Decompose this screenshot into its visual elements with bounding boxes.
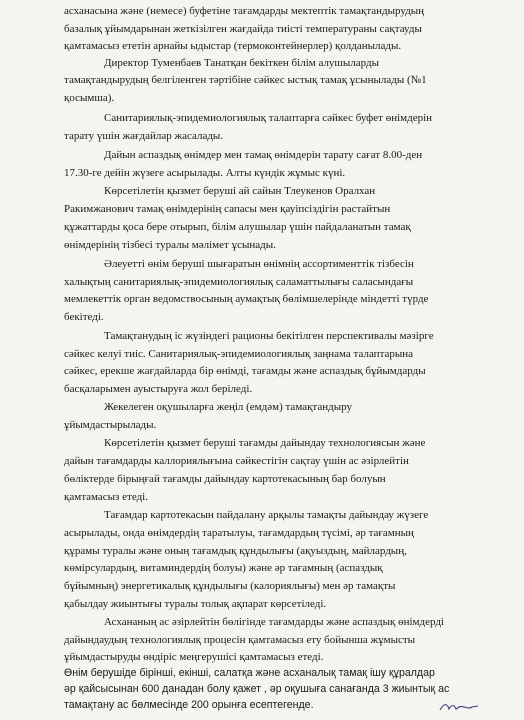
text-line: Тамақтанудың іс жүзіндегі рационы бекітілген перспективалы мәзірге: [104, 330, 434, 342]
text-line: бөліктерде бірыңғай тағамды дайындау картотекасының бар болуын: [64, 473, 386, 485]
text-line: Санитариялық-эпидемиологиялық талаптарға сәйкес буфет өнімдерін: [104, 112, 433, 124]
text-line: тамақтану ас бөлмесінде 200 орынға есептегенде.: [64, 699, 314, 711]
text-line: дайындаудың технологиялық процесін қамтамасыз ету бойынша жұмысты: [64, 634, 416, 646]
text-line: қосымша).: [64, 92, 115, 104]
text-line: бұйымның) энергетикалық құндылығы (калориялығы) мен әр тамақты: [64, 580, 396, 592]
text-line: 17.30-ге дейін жүзеге асырылады. Алты күндік жұмыс күні.: [64, 167, 346, 179]
text-line: қамтамасыз ететін арнайы ыдыстар (термоконтейнерлер) қолданылады.: [64, 40, 402, 52]
text-line: асханасына және (немесе) буфетіне тағамдарды мектептік тамақтандырудың: [64, 5, 425, 17]
text-line: Жекелеген оқушыларға жеңіл (емдәм) тамақтандыру: [104, 401, 352, 413]
text-line: ұйымдастырылады.: [64, 419, 157, 431]
signature-mark: [438, 701, 480, 713]
text-line: Дайын аспаздық өнімдер мен тамақ өнімдерін тарату сағат 8.00-ден: [104, 149, 423, 161]
text-line: халықтың санитариялық-эпидемиологиялық саламаттылығы саласындағы: [64, 276, 414, 288]
text-line: Өнім берушіде бірінші, екінші, салатқа және асханалық тамақ ішу құралдар: [64, 667, 435, 679]
text-line: ұйымдастыруды өндіріс меңгерушісі қамтамасыз етеді.: [64, 651, 324, 663]
text-line: базалық ұйымдарынан жеткізілген жағдайда тиісті температураны сақтауды: [64, 23, 422, 35]
text-line: қамтамасыз етеді.: [64, 491, 148, 503]
text-line: мемлекеттік орган ведомствосының аумақтық бөлімшелерінде міндетті түрде: [64, 293, 429, 305]
text-line: өнімдерінің тізбесі туралы мәлімет ұсынады.: [64, 239, 276, 251]
text-line: Тағамдар картотекасын пайдалану арқылы тамақты дайындау жүзеге: [104, 509, 429, 521]
text-line: тамақтандырудың белгіленген тәртібіне сәйкес ыстық тамақ ұсынылады (№1: [64, 74, 427, 86]
text-line: басқаларымен ауыстыруға жол беріледі.: [64, 383, 253, 395]
text-line: құрамы туралы және оның тағамдық құндылығы (ақуыздың, майлардың,: [64, 545, 407, 557]
text-line: қабылдау жиынтығы туралы толық ақпарат көрсетіледі.: [64, 598, 327, 610]
text-line: асырылады, онда өнімдердің таратылуы, тағамдардың түсімі, әр тағамның: [64, 527, 414, 539]
text-line: Көрсетілетін қызмет беруші тағамды дайындау технологиясын және: [104, 437, 426, 449]
text-line: әр қайсысынан 600 данадан болу қажет , әр оқушыға санағанда 3 жиынтық ас: [64, 683, 450, 695]
text-line: Әлеуетті өнім беруші шығаратын өнімнің ассортименттік тізбесін: [104, 258, 414, 270]
text-line: сәйкес, ерекше жағдайларда бір өнімді, тағамды және аспаздық бұйымдарды: [64, 365, 426, 377]
text-line: құжаттарды қоса бере отырып, білім алушылар үшін пайдаланатын тамақ: [64, 221, 411, 233]
text-line: Ракимжанович тамақ өнімдерінің сапасы мен қауіпсіздігін растайтын: [64, 203, 391, 215]
text-line: Асхананың ас әзірлейтін бөлігінде тағамдарды және аспаздық өнімдерді: [104, 616, 444, 628]
text-line: сәйкес келуі тиіс. Санитариялық-эпидемиологиялық заңнама талаптарына: [64, 348, 414, 360]
text-line: Директор Туменбаев Танатқан бекіткен білім алушыларды: [104, 57, 380, 69]
text-line: тарату үшін жағдайлар жасалады.: [64, 130, 224, 142]
text-line: көмірсулардың, витаминдердің болуы) және әр тағамның (аспаздық: [64, 562, 383, 574]
text-line: дайын тағамдарды каллориялығына сәйкестігін сақтау үшін ас әзірлейтін: [64, 455, 409, 467]
text-line: Көрсетілетін қызмет беруші ай сайын Тлеукенов Оралхан: [104, 185, 376, 197]
text-line: бекітеді.: [64, 311, 104, 323]
